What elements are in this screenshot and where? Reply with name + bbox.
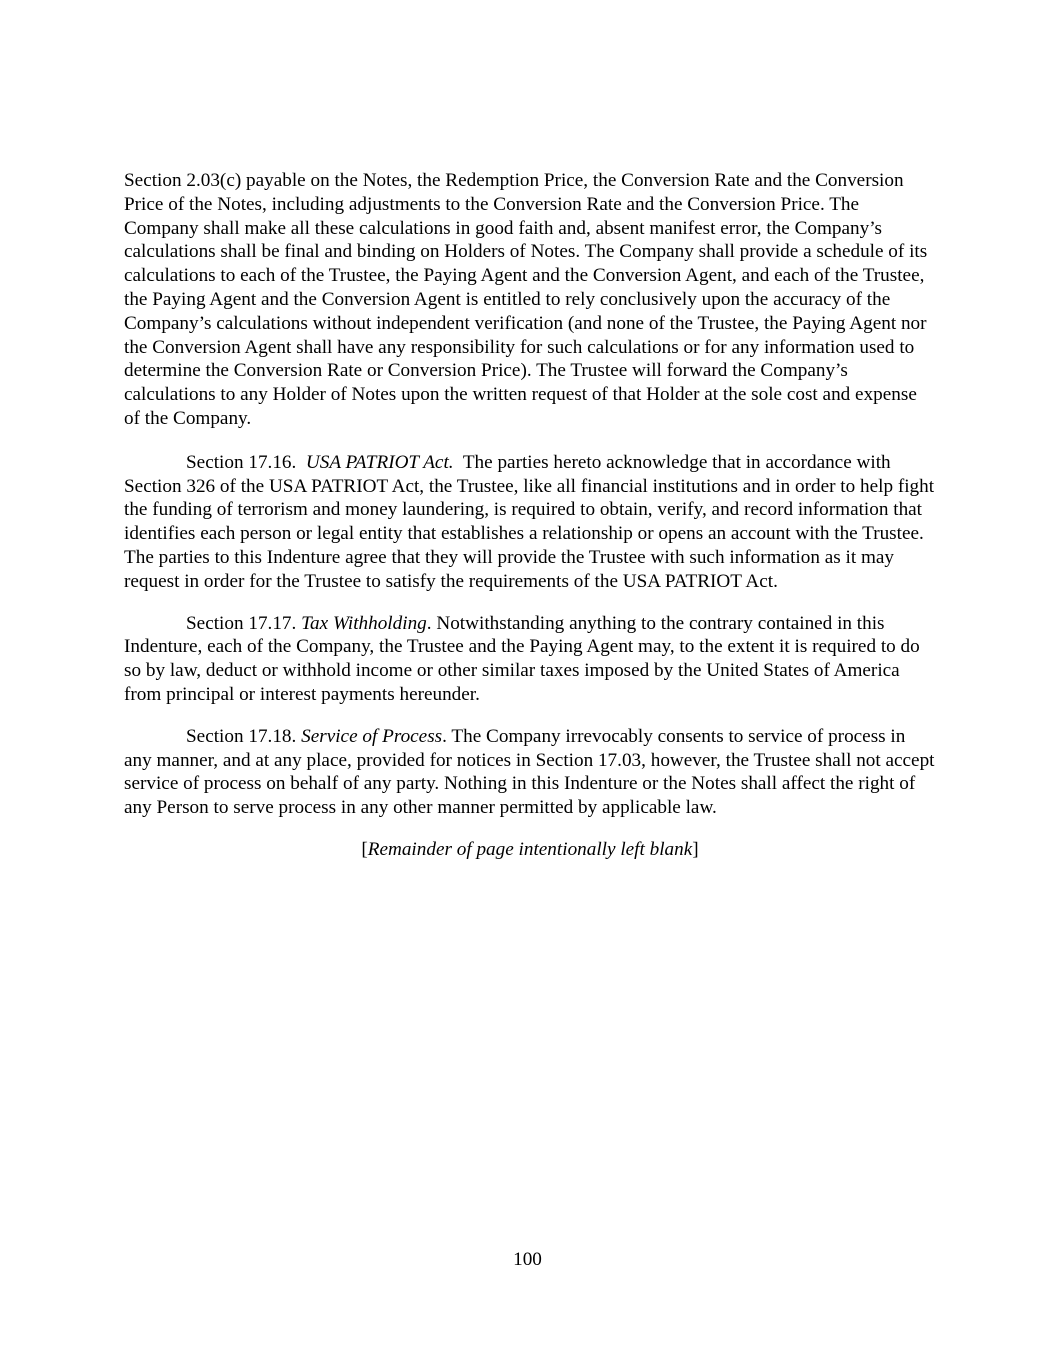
- section-heading: Service of Process: [301, 725, 443, 747]
- remainder-bracket-open: [: [361, 838, 368, 860]
- section-number: Section 17.16.: [186, 451, 297, 473]
- page-number: 100: [513, 1249, 542, 1270]
- section-text: . The Company irrevocably consents to service of process in any manner, and at any place, provided for notices in Section 17.03, however, the Trustee shall not accept service of process on behalf of any party. Nothing in this Indenture or the Notes shall affect the right of any Person to serve process in any other manner permitted by applicable law.: [124, 725, 935, 819]
- section-17-16: [124, 451, 936, 594]
- section-text: . Notwithstanding anything to the contrary contained in this Indenture, each of the Company, the Trustee and the Paying Agent may, to the extent it is required to do so by law, deduct or withhold income or other similar taxes imposed by the United States of America from principal or interest payments hereunder.: [124, 612, 920, 705]
- remainder-text: Remainder of page intentionally left blank: [367, 838, 693, 860]
- document-body: [124, 169, 936, 880]
- section-heading: Tax Withholding: [301, 612, 427, 634]
- section-17-18: [124, 725, 936, 820]
- section-text: The parties hereto acknowledge that in accordance with Section 326 of the USA PATRIOT Act, the Trustee, like all financial institutions and in order to help fight the funding of terrorism and money laundering, is required to obtain, verify, and record information that identifies each person or legal entity that establishes a relationship or opens an account with the Trustee. The parties to this Indenture agree that they will provide the Trustee with such information as it may request in order for the Trustee to satisfy the requirements of the USA PATRIOT Act.: [124, 451, 935, 592]
- section-number: Section 17.18.: [186, 725, 297, 747]
- section-17-17: [124, 612, 936, 707]
- section-number: Section 17.17.: [186, 612, 297, 634]
- paragraph-continuation: Section 2.03(c) payable on the Notes, the Redemption Price, the Conversion Rate and the Conversion Price of the Notes, including adjustments to the Conversion Rate and the Conversion Price. The Company shall make all these calculations in good faith and, absent manifest error, the Company’s calculations shall be final and binding on Holders of Notes. The Company shall provide a schedule of its calculations to each of the Trustee, the Paying Agent and the Conversion Agent, and each of the Trustee, the Paying Agent and the Conversion Agent is entitled to rely conclusively upon the accuracy of the Company’s calculations without independent verification (and none of the Trustee, the Paying Agent nor the Conversion Agent shall have any responsibility for such calculations or for any information used to determine the Conversion Rate or Conversion Price). The Trustee will forward the Company’s calculations to any Holder of Notes upon the written request of that Holder at the sole cost and expense of the Company.: [124, 170, 928, 429]
- section-heading: USA PATRIOT Act.: [305, 451, 454, 473]
- remainder-bracket-close: ]: [692, 838, 699, 860]
- remainder-note: [124, 838, 936, 862]
